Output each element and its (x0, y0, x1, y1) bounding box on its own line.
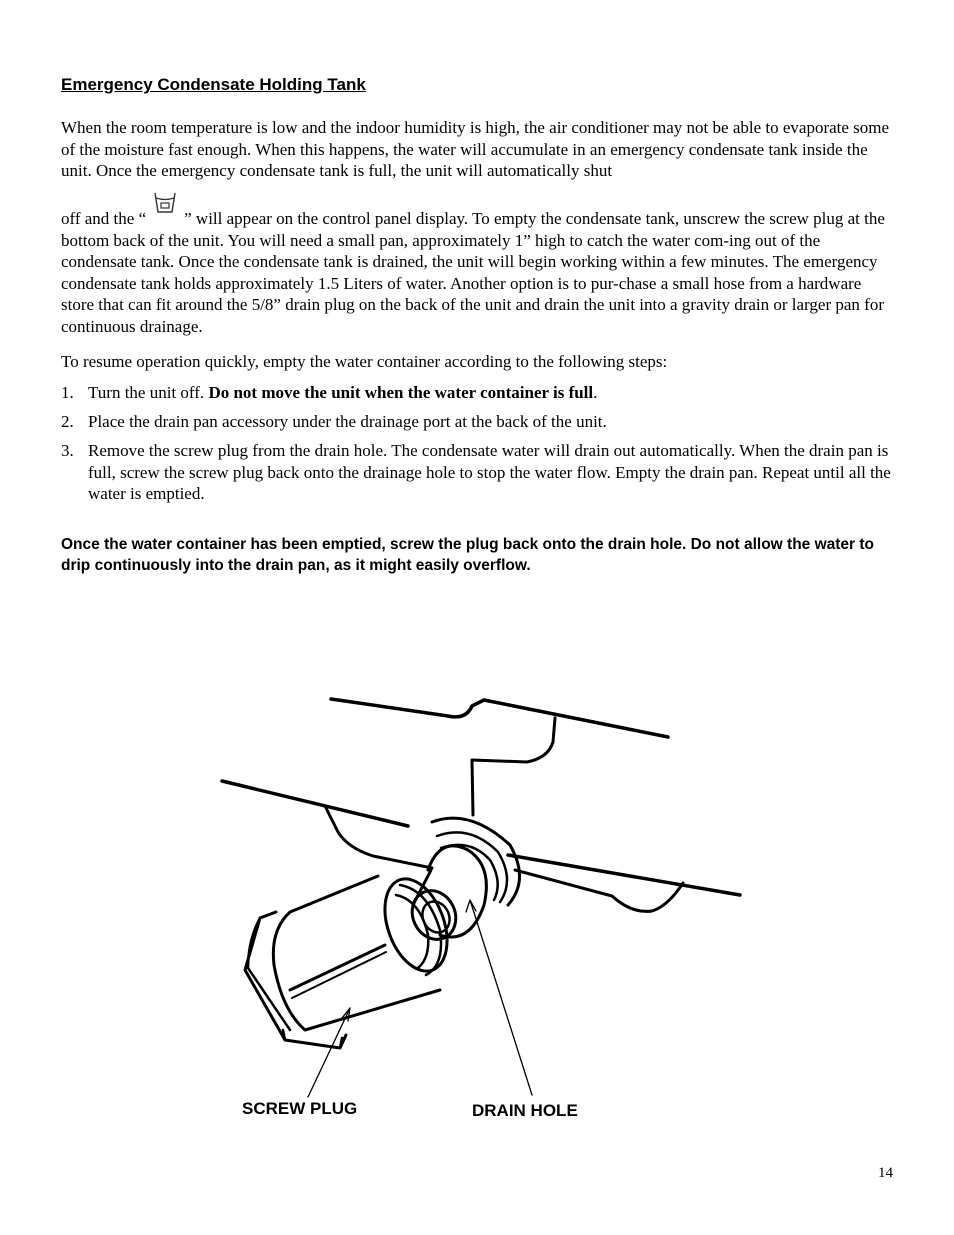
step-text-end: . (593, 383, 598, 402)
text-before-icon: off and the “ (61, 209, 147, 228)
step-number: 3. (61, 441, 74, 460)
step-text: Place the drain pan accessory under the drainage port at the back of the unit. (88, 412, 607, 431)
step-text: Remove the screw plug from the drain hole. The condensate water will drain out automatically. When the drain pan is full, screw the screw plug back onto the drainage hole to stop the water flow. Empty the drain pan. Repeat until all the water is emptied. (88, 441, 891, 503)
step-number: 1. (61, 383, 74, 402)
section-heading: Emergency Condensate Holding Tank (61, 75, 366, 94)
step-number: 2. (61, 412, 74, 431)
paragraph-intro: When the room temperature is low and the indoor humidity is high, the air conditioner may not be able to evaporate some of the moisture fast enough. When this happens, the water will accumulate in an emergency condensate tank inside the unit. Once the emergency condensate tank is full, the unit will automatically shut (61, 118, 890, 180)
text-after-icon: ” will appear on the control panel display. To empty the condensate tank, unscrew the screw plug at the bottom back of the unit. You will need a small pan, approximately 1” high to catch the water com-ing out of the condensate tank. Once the condensate tank is drained, the unit will begin working within a few minutes. The emergency condensate tank holds approximately 1.5 Liters of water. Another option is to pur-chase a small hose from a hardware store that can fit around the 5/8” drain plug on the back of the unit and drain the unit into a gravity drain or larger pan for continuous drainage. (61, 209, 885, 336)
drain-hole-label: DRAIN HOLE (472, 1101, 578, 1120)
paragraph-steps-intro: To resume operation quickly, empty the water container according to the following steps: (61, 352, 668, 371)
step-bold-text: Do not move the unit when the water container is full (208, 383, 594, 402)
page-number: 14 (878, 1165, 893, 1181)
step-text: Turn the unit off. (88, 383, 209, 402)
warning-text: Once the water container has been emptied, screw the plug back onto the drain hole. Do not allow the water to drip continuously into the drain pan, as it might easily overflow. (61, 536, 875, 574)
screw-plug-label: SCREW PLUG (242, 1099, 358, 1118)
